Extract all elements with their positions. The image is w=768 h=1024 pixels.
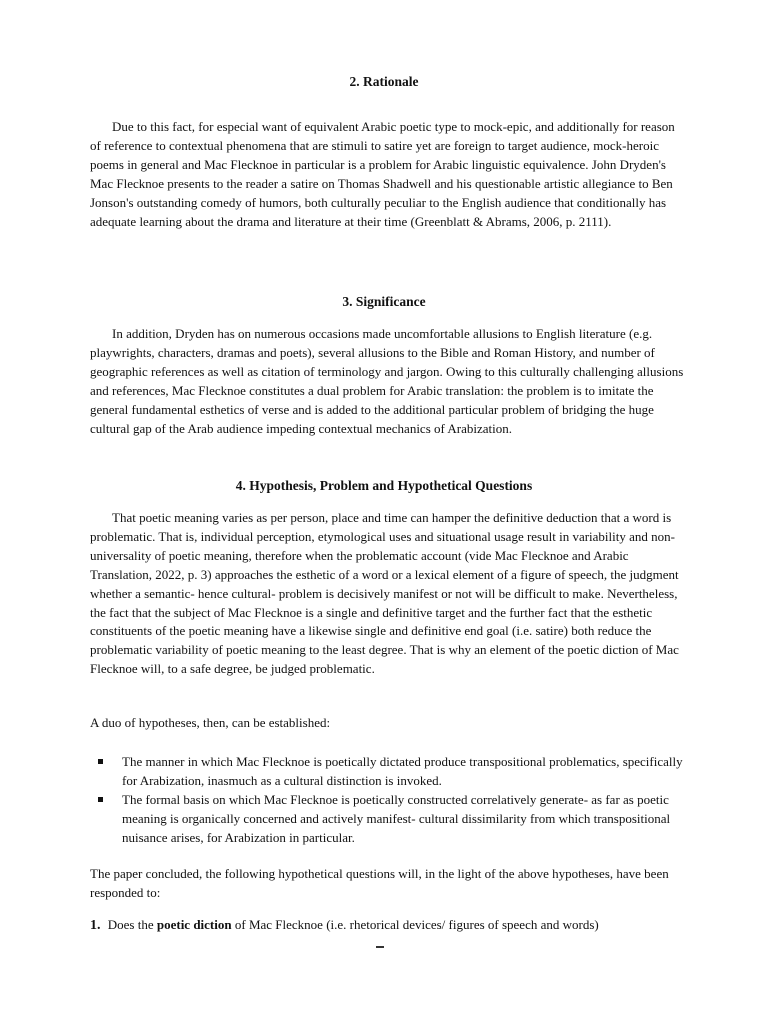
heading-significance: 3. Significance	[342, 294, 426, 309]
page-footer-mark	[376, 946, 384, 948]
list-item-text: The formal basis on which Mac Flecknoe is poetically constructed correlatively generate- as far as poetic meaning is organically concerned and actively manifest- cultural dissimilarity from which transpositional nuisance arises, for Arabization in particular.	[122, 791, 671, 845]
paragraph-conclusion: The paper concluded, the following hypothetical questions will, in the light of the above hypotheses, have been responded to:	[90, 866, 669, 900]
question-number: 1.	[90, 918, 101, 933]
heading-rationale: 2. Rationale	[349, 74, 419, 89]
list-item	[90, 791, 686, 848]
question-text-post: of Mac Flecknoe (i.e. rhetorical devices/ figures of speech and words)	[234, 917, 599, 932]
question-text-bold: poetic diction	[156, 917, 232, 932]
square-bullet-icon	[98, 759, 103, 764]
list-item	[90, 753, 686, 791]
question-1	[90, 916, 686, 935]
question-text-pre: Does the	[107, 917, 154, 932]
paragraph-hypothesis: That poetic meaning varies as per person, place and time can hamper the definitive deduction that a word is problematic. That is, individual perception, etymological uses and situational usage result in variability and non-universality of poetic meaning, therefore when the problematic account (vide Mac Flecknoe and Arabic Translation, 2022, p. 3) approaches the esthetic of a word or a lexical element of a figure of speech, the judgment whether a semantic- hence cultural- problem is decisively manifest or not will be difficult to make. Nevertheless, the fact that the subject of Mac Flecknoe is a single and definitive target and the further fact that the esthetic constituents of the poetic meaning have a likewise single and definitive end goal (i.e. satire) both reduce the problematic variability of poetic meaning to the least degree. That is why an element of the poetic diction of Mac Flecknoe will, to a safe degree, be judged problematic.	[90, 510, 679, 677]
heading-hypothesis: 4. Hypothesis, Problem and Hypothetical Questions	[235, 478, 533, 493]
list-item-text: The manner in which Mac Flecknoe is poetically dictated produce transpositional problematics, specifically for Arabization, inasmuch as a cultural distinction is invoked.	[122, 754, 683, 788]
paragraph-rationale: Due to this fact, for especial want of equivalent Arabic poetic type to mock-epic, and additionally for reason of reference to contextual phenomena that are stimuli to satire yet are foreign to target audience, mock-heroic poems in general and Mac Flecknoe in particular is a problem for Arabic linguistic equivalence. John Dryden's Mac Flecknoe presents to the reader a satire on Thomas Shadwell and his questionable artistic allegiance to Ben Jonson's outstanding comedy of humors, both culturally peculiar to the English audience that conditionally has adequate learning about the drama and literature at their time (Greenblatt & Abrams, 2006, p. 2111).	[90, 119, 675, 229]
paragraph-duo-intro: A duo of hypotheses, then, can be established:	[90, 715, 331, 730]
square-bullet-icon	[98, 797, 103, 802]
hypotheses-list	[90, 753, 686, 848]
paragraph-significance: In addition, Dryden has on numerous occasions made uncomfortable allusions to English literature (e.g. playwrights, characters, dramas and poets), several allusions to the Bible and Roman History, and number of geographic references as well as citation of terminology and jargon. Owing to this culturally challenging allusions and references, Mac Flecknoe constitutes a dual problem for Arabic translation: the problem is to imitate the general fundamental esthetics of verse and is added to the additional particular problem of bridging the huge cultural gap of the Arab audience impeding contextual mechanics of Arabization.	[90, 326, 684, 436]
